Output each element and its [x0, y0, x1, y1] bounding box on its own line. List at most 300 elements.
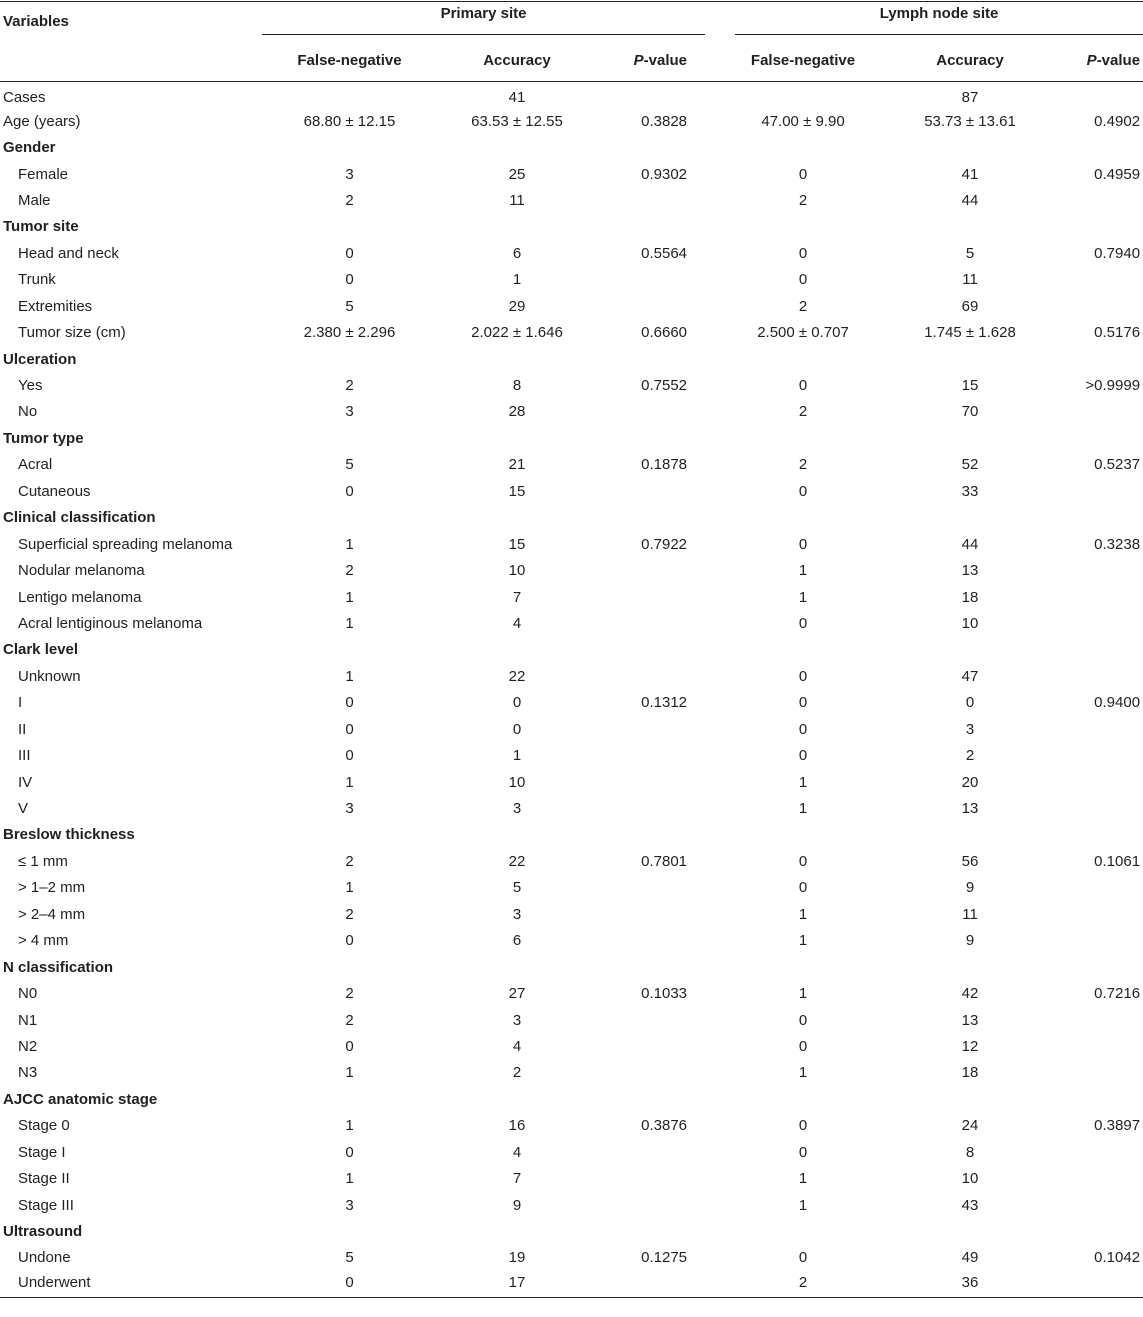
primary-false-negative-cell: 0 [345, 482, 354, 500]
table-row [0, 1113, 1143, 1139]
lymph-false-negative-cell: 0 [798, 667, 808, 685]
primary-accuracy-cell: 10 [508, 773, 526, 791]
primary-accuracy-cell: 22 [508, 667, 526, 685]
lymph-p-value-cell [1069, 267, 1143, 293]
primary-accuracy-cell: 3 [512, 1011, 522, 1029]
primary-accuracy-cell: 0 [512, 694, 522, 712]
primary-p-value-cell: 0.5564 [641, 244, 688, 262]
primary-p-value-cell: 0.7922 [641, 535, 688, 553]
spacer-cell [705, 742, 735, 768]
primary-p-value-cell [597, 901, 705, 927]
spacer-cell [705, 795, 735, 821]
row-label: I [18, 694, 23, 712]
primary-p-value-cell [597, 928, 705, 954]
spacer-cell [705, 82, 735, 108]
lymph-p-value-cell [1069, 1139, 1143, 1165]
primary-false-negative-cell: 1 [345, 1117, 354, 1135]
table-row [0, 1060, 1143, 1086]
lymph-p-value-cell: 0.7940 [1094, 244, 1141, 262]
primary-p-value-cell [597, 399, 705, 425]
table-row [0, 1245, 1143, 1271]
lymph-p-value-cell [1069, 82, 1143, 108]
row-label: N2 [18, 1037, 38, 1055]
lymph-accuracy-cell: 9 [965, 932, 975, 950]
empty-header-cell [0, 41, 262, 82]
primary-p-value-cell: 0.1312 [641, 694, 688, 712]
lymph-p-value-cell [1069, 742, 1143, 768]
primary-false-negative-cell: 1 [345, 879, 354, 897]
lymph-false-negative-cell: 0 [798, 694, 808, 712]
spacer-cell [705, 108, 735, 134]
primary-p-value-cell [597, 584, 705, 610]
primary-p-value-cell [597, 267, 705, 293]
lymph-false-negative-cell: 0 [798, 1143, 808, 1161]
primary-accuracy-cell: 63.53 ± 12.55 [471, 112, 563, 130]
row-label: Cutaneous [18, 482, 91, 500]
primary-p-value-cell [597, 1165, 705, 1191]
lymph-p-value-cell: 0.3897 [1094, 1117, 1141, 1135]
group-header-row [0, 425, 1143, 451]
row-label: Unknown [18, 667, 81, 685]
lymph-accuracy-cell: 11 [962, 905, 978, 923]
table-row [0, 610, 1143, 636]
table-header [0, 2, 1143, 82]
row-label: N3 [18, 1064, 38, 1082]
group-label: Breslow thickness [3, 826, 135, 844]
lymph-false-negative-cell: 2 [798, 403, 808, 421]
primary-accuracy-cell: 1 [512, 271, 522, 289]
row-label: N1 [18, 1011, 38, 1029]
spacer-cell [705, 980, 735, 1006]
primary-accuracy-cell: 1 [512, 747, 522, 765]
primary-accuracy-cell: 6 [512, 932, 522, 950]
group-header-row [0, 822, 1143, 848]
primary-accuracy-cell: 21 [508, 456, 526, 474]
lymph-false-negative-cell: 0 [798, 879, 808, 897]
lymph-false-negative-cell: 0 [798, 1011, 808, 1029]
table-row [0, 1192, 1143, 1218]
lymph-p-value-cell [1069, 478, 1143, 504]
primary-p-value-cell [597, 795, 705, 821]
primary-accuracy-cell: 7 [512, 588, 522, 606]
spacer-cell [705, 2, 735, 41]
lymph-accuracy-cell: 15 [961, 377, 979, 395]
lymph-accuracy-cell: 56 [961, 852, 979, 870]
lymph-accuracy-cell: 13 [961, 1011, 979, 1029]
primary-false-negative-cell: 3 [345, 403, 354, 421]
lymph-accuracy-cell: 13 [961, 800, 979, 818]
table-row [0, 1033, 1143, 1059]
lymph-accuracy-cell: 0 [965, 694, 975, 712]
table-row [0, 716, 1143, 742]
primary-false-negative-cell: 68.80 ± 12.15 [303, 112, 396, 130]
group-header-row [0, 346, 1143, 372]
primary-p-value-cell [597, 478, 705, 504]
lymph-false-negative-cell: 0 [798, 244, 808, 262]
lymph-accuracy-cell: 44 [961, 191, 979, 209]
primary-accuracy-cell: 3 [512, 905, 522, 923]
lymph-accuracy-cell: 11 [962, 271, 978, 289]
row-label: Trunk [18, 271, 56, 289]
lymph-p-value-cell [1069, 1271, 1143, 1297]
lymph-accuracy-cell: 41 [961, 165, 979, 183]
table-row [0, 875, 1143, 901]
primary-accuracy-cell: 17 [437, 1271, 597, 1297]
primary-false-negative-cell: 2 [345, 852, 354, 870]
spacer-cell [705, 1139, 735, 1165]
table-row [0, 161, 1143, 187]
table-row [0, 267, 1143, 293]
row-label: V [18, 800, 29, 818]
primary-false-negative-cell: 2 [345, 1011, 354, 1029]
lymph-p-value-cell [1069, 875, 1143, 901]
lymph-false-negative-cell: 2 [798, 456, 808, 474]
table-row [0, 1007, 1143, 1033]
lymph-accuracy-cell: 43 [961, 1196, 979, 1214]
table-row [0, 82, 1143, 108]
group-header-row [0, 1086, 1143, 1112]
primary-accuracy-cell: 6 [512, 244, 522, 262]
table-row [0, 478, 1143, 504]
row-label: Head and neck [18, 244, 119, 262]
lymph-node-site-header [735, 2, 1143, 41]
row-label: > 2–4 mm [18, 905, 86, 923]
primary-false-negative-cell [262, 82, 437, 108]
primary-false-negative-cell: 5 [345, 1249, 354, 1267]
primary-p-value-cell: 0.1033 [641, 985, 688, 1003]
primary-false-negative-cell: 1 [345, 773, 354, 791]
primary-false-negative-cell: 1 [345, 1170, 354, 1188]
spacer-cell [705, 1165, 735, 1191]
lymph-false-negative-header: False-negative [735, 41, 871, 82]
primary-p-value-cell [597, 742, 705, 768]
lymph-accuracy-cell: 5 [965, 244, 975, 262]
lymph-false-negative-cell: 2 [798, 297, 808, 315]
row-label: > 1–2 mm [18, 879, 86, 897]
lymph-false-negative-cell: 1 [798, 1196, 808, 1214]
table-row [0, 531, 1143, 557]
primary-accuracy-cell: 25 [508, 165, 526, 183]
lymph-accuracy-cell: 42 [961, 985, 979, 1003]
primary-false-negative-cell: 5 [345, 456, 354, 474]
row-label: Stage II [18, 1170, 70, 1188]
group-label: AJCC anatomic stage [3, 1090, 158, 1108]
primary-false-negative-cell: 1 [345, 1064, 354, 1082]
primary-false-negative-header: False-negative [262, 41, 437, 82]
spacer-cell [705, 372, 735, 398]
lymph-p-value-cell: 0.1061 [1094, 852, 1141, 870]
row-label: III [18, 747, 31, 765]
primary-accuracy-cell: 5 [512, 879, 522, 897]
spacer-cell [705, 663, 735, 689]
spacer-cell [705, 452, 735, 478]
lymph-p-value-cell: 0.4902 [1094, 112, 1141, 130]
lymph-accuracy-cell: 49 [961, 1249, 979, 1267]
lymph-false-negative-cell: 1 [798, 1170, 808, 1188]
spacer-cell [705, 848, 735, 874]
row-label: Undone [18, 1249, 71, 1267]
row-label: Stage III [18, 1196, 74, 1214]
lymph-p-value-cell: 0.5237 [1094, 456, 1141, 474]
lymph-false-negative-cell: 0 [798, 1117, 808, 1135]
lymph-accuracy-cell: 18 [961, 588, 979, 606]
table-row [0, 240, 1143, 266]
primary-false-negative-cell: 1 [345, 667, 354, 685]
primary-accuracy-cell: 4 [512, 614, 522, 632]
table-row [0, 452, 1143, 478]
primary-false-negative-cell: 2 [345, 191, 354, 209]
primary-p-value-cell [597, 663, 705, 689]
lymph-accuracy-cell: 1.745 ± 1.628 [924, 324, 1016, 342]
table-row [0, 293, 1143, 319]
group-label: Clinical classification [3, 509, 156, 527]
row-label: Male [18, 191, 51, 209]
primary-false-negative-cell: 0 [262, 1271, 437, 1297]
primary-false-negative-cell: 2.380 ± 2.296 [303, 324, 396, 342]
primary-site-label: Primary site [262, 5, 705, 35]
lymph-accuracy-cell: 36 [871, 1271, 1069, 1297]
group-header-row [0, 954, 1143, 980]
lymph-accuracy-cell: 70 [961, 403, 979, 421]
primary-p-value-cell [597, 1033, 705, 1059]
row-label: Cases [3, 89, 46, 107]
primary-accuracy-cell: 29 [508, 297, 526, 315]
spacer-cell [705, 1033, 735, 1059]
group-header-row [0, 505, 1143, 531]
table-row [0, 1139, 1143, 1165]
lymph-accuracy-cell: 87 [961, 89, 979, 107]
lymph-accuracy-cell: 10 [961, 614, 979, 632]
primary-p-value-cell: 0.1275 [641, 1249, 688, 1267]
primary-accuracy-cell: 3 [512, 800, 522, 818]
table-row [0, 1271, 1143, 1297]
group-label: Ultrasound [3, 1223, 83, 1241]
primary-false-negative-cell: 0 [345, 747, 354, 765]
lymph-p-value-cell [1069, 1192, 1143, 1218]
primary-false-negative-cell: 2 [345, 377, 354, 395]
row-label: No [18, 403, 38, 421]
spacer-cell [705, 41, 735, 82]
lymph-accuracy-cell: 44 [961, 535, 979, 553]
primary-accuracy-cell: 15 [508, 535, 526, 553]
group-header-row [0, 134, 1143, 160]
lymph-false-negative-cell: 0 [798, 377, 808, 395]
row-label: Extremities [18, 297, 93, 315]
results-table [0, 1, 1143, 1298]
lymph-accuracy-cell: 52 [961, 456, 979, 474]
row-label: II [18, 720, 27, 738]
lymph-false-negative-cell: 0 [798, 482, 808, 500]
lymph-false-negative-cell: 0 [798, 535, 808, 553]
primary-p-value-cell [597, 1271, 705, 1297]
primary-accuracy-cell: 28 [508, 403, 526, 421]
primary-p-value-cell [597, 1139, 705, 1165]
lymph-false-negative-cell: 2.500 ± 0.707 [757, 324, 849, 342]
lymph-p-value-cell [1069, 399, 1143, 425]
primary-false-negative-cell: 2 [345, 562, 354, 580]
group-label: Ulceration [3, 350, 77, 368]
lymph-p-value-cell: 0.3238 [1094, 535, 1141, 553]
primary-p-value-cell [597, 1060, 705, 1086]
lymph-accuracy-cell: 8 [965, 1143, 975, 1161]
lymph-p-value-cell [1069, 584, 1143, 610]
lymph-accuracy-cell: 9 [965, 879, 975, 897]
lymph-p-value-cell [1069, 610, 1143, 636]
spacer-cell [705, 1113, 735, 1139]
group-header-row [0, 1218, 1143, 1244]
primary-false-negative-cell: 2 [345, 905, 354, 923]
group-header-row [0, 214, 1143, 240]
table-row [0, 690, 1143, 716]
spacer-cell [705, 875, 735, 901]
lymph-false-negative-cell: 1 [798, 562, 808, 580]
primary-accuracy-cell: 15 [508, 482, 526, 500]
primary-p-value-cell [597, 82, 705, 108]
lymph-false-negative-cell [735, 82, 871, 108]
lymph-p-value-cell [1069, 1007, 1143, 1033]
p-italic: P [633, 52, 644, 70]
row-label: Acral lentiginous melanoma [18, 614, 203, 632]
primary-accuracy-header: Accuracy [437, 41, 597, 82]
lymph-accuracy-cell: 24 [961, 1117, 979, 1135]
lymph-accuracy-cell: 20 [961, 773, 979, 791]
spacer-cell [705, 584, 735, 610]
lymph-false-negative-cell: 1 [798, 800, 808, 818]
row-label: Acral [18, 456, 53, 474]
lymph-false-negative-cell: 0 [798, 1249, 808, 1267]
lymph-false-negative-cell: 0 [798, 852, 808, 870]
group-header-row [0, 637, 1143, 663]
lymph-accuracy-cell: 69 [961, 297, 979, 315]
primary-p-value-cell [597, 716, 705, 742]
table-row [0, 795, 1143, 821]
lymph-false-negative-cell: 0 [798, 271, 808, 289]
primary-p-value-cell [597, 610, 705, 636]
lymph-accuracy-cell: 53.73 ± 13.61 [924, 112, 1016, 130]
primary-false-negative-cell: 1 [345, 535, 354, 553]
lymph-accuracy-cell: 18 [961, 1064, 979, 1082]
primary-p-value-cell: 0.7552 [641, 377, 688, 395]
spacer-cell [705, 1060, 735, 1086]
lymph-accuracy-cell: 3 [965, 720, 975, 738]
table-row [0, 108, 1143, 134]
primary-p-value-cell: 0.3876 [641, 1117, 688, 1135]
lymph-p-value-cell [1069, 795, 1143, 821]
primary-false-negative-cell: 0 [345, 694, 354, 712]
row-label: Yes [18, 377, 43, 395]
spacer-cell [705, 901, 735, 927]
primary-p-value-cell [597, 1007, 705, 1033]
row-label: Nodular melanoma [18, 562, 145, 580]
primary-site-header [262, 2, 705, 41]
table-row [0, 1165, 1143, 1191]
lymph-false-negative-cell: 1 [798, 773, 808, 791]
primary-accuracy-cell: 2.022 ± 1.646 [471, 324, 563, 342]
primary-accuracy-cell: 8 [512, 377, 522, 395]
lymph-accuracy-cell: 12 [961, 1037, 979, 1055]
lymph-p-value-cell [1069, 663, 1143, 689]
primary-accuracy-cell: 27 [508, 985, 526, 1003]
primary-p-value-cell [597, 769, 705, 795]
lymph-p-value-cell [1069, 716, 1143, 742]
spacer-cell [705, 1271, 735, 1297]
primary-p-value-cell: 0.6660 [641, 324, 688, 342]
lymph-p-value-cell [1069, 928, 1143, 954]
lymph-false-negative-cell: 1 [798, 588, 808, 606]
row-label: Superficial spreading melanoma [18, 535, 233, 553]
row-label: ≤ 1 mm [18, 852, 68, 870]
lymph-accuracy-cell: 10 [961, 1170, 979, 1188]
p-suffix: -value [1096, 52, 1141, 70]
lymph-p-value-cell: >0.9999 [1085, 377, 1141, 395]
spacer-cell [705, 531, 735, 557]
spacer-cell [705, 187, 735, 213]
table-row [0, 557, 1143, 583]
primary-p-value-cell [597, 557, 705, 583]
table-row [0, 980, 1143, 1006]
lymph-accuracy-cell: 33 [961, 482, 979, 500]
primary-p-value-cell: 0.1878 [641, 456, 688, 474]
p-italic: P [1086, 52, 1097, 70]
primary-accuracy-cell: 11 [509, 191, 525, 209]
primary-p-value-cell [597, 875, 705, 901]
lymph-accuracy-cell: 47 [961, 667, 979, 685]
row-label: Age (years) [3, 112, 81, 130]
table-row [0, 584, 1143, 610]
table-body [0, 82, 1143, 1298]
lymph-node-site-label: Lymph node site [735, 5, 1143, 35]
primary-p-value-cell: 0.7801 [641, 852, 688, 870]
spacer-cell [705, 1007, 735, 1033]
lymph-false-negative-cell: 47.00 ± 9.90 [761, 112, 845, 130]
primary-accuracy-cell: 10 [508, 562, 526, 580]
lymph-p-value-cell [1069, 187, 1143, 213]
lymph-false-negative-cell: 0 [798, 747, 808, 765]
lymph-false-negative-cell: 1 [798, 1064, 808, 1082]
table-row [0, 848, 1143, 874]
primary-false-negative-cell: 3 [345, 800, 354, 818]
primary-accuracy-cell: 4 [512, 1037, 522, 1055]
lymph-p-value-cell [1069, 1060, 1143, 1086]
spacer-cell [705, 240, 735, 266]
primary-false-negative-cell: 0 [345, 1037, 354, 1055]
lymph-p-value-cell: 0.1042 [1094, 1249, 1141, 1267]
lymph-p-value-cell [1069, 1165, 1143, 1191]
primary-false-negative-cell: 1 [345, 614, 354, 632]
primary-p-value-header [597, 41, 705, 82]
primary-p-value-cell [597, 293, 705, 319]
spacer-cell [705, 293, 735, 319]
lymph-false-negative-cell: 1 [798, 985, 808, 1003]
primary-accuracy-cell: 19 [508, 1249, 526, 1267]
row-label: Stage 0 [18, 1117, 70, 1135]
primary-false-negative-cell: 0 [345, 932, 354, 950]
primary-false-negative-cell: 5 [345, 297, 354, 315]
row-label: Stage I [18, 1143, 66, 1161]
primary-false-negative-cell: 1 [345, 588, 354, 606]
lymph-p-value-cell: 0.5176 [1094, 324, 1141, 342]
spacer-cell [705, 610, 735, 636]
primary-accuracy-cell: 41 [508, 89, 526, 107]
row-label: > 4 mm [18, 932, 69, 950]
row-label: IV [18, 773, 33, 791]
table-row [0, 928, 1143, 954]
spacer-cell [705, 928, 735, 954]
spacer-cell [705, 267, 735, 293]
spacer-cell [705, 399, 735, 425]
lymph-accuracy-header: Accuracy [871, 41, 1069, 82]
lymph-p-value-cell: 0.9400 [1094, 694, 1141, 712]
